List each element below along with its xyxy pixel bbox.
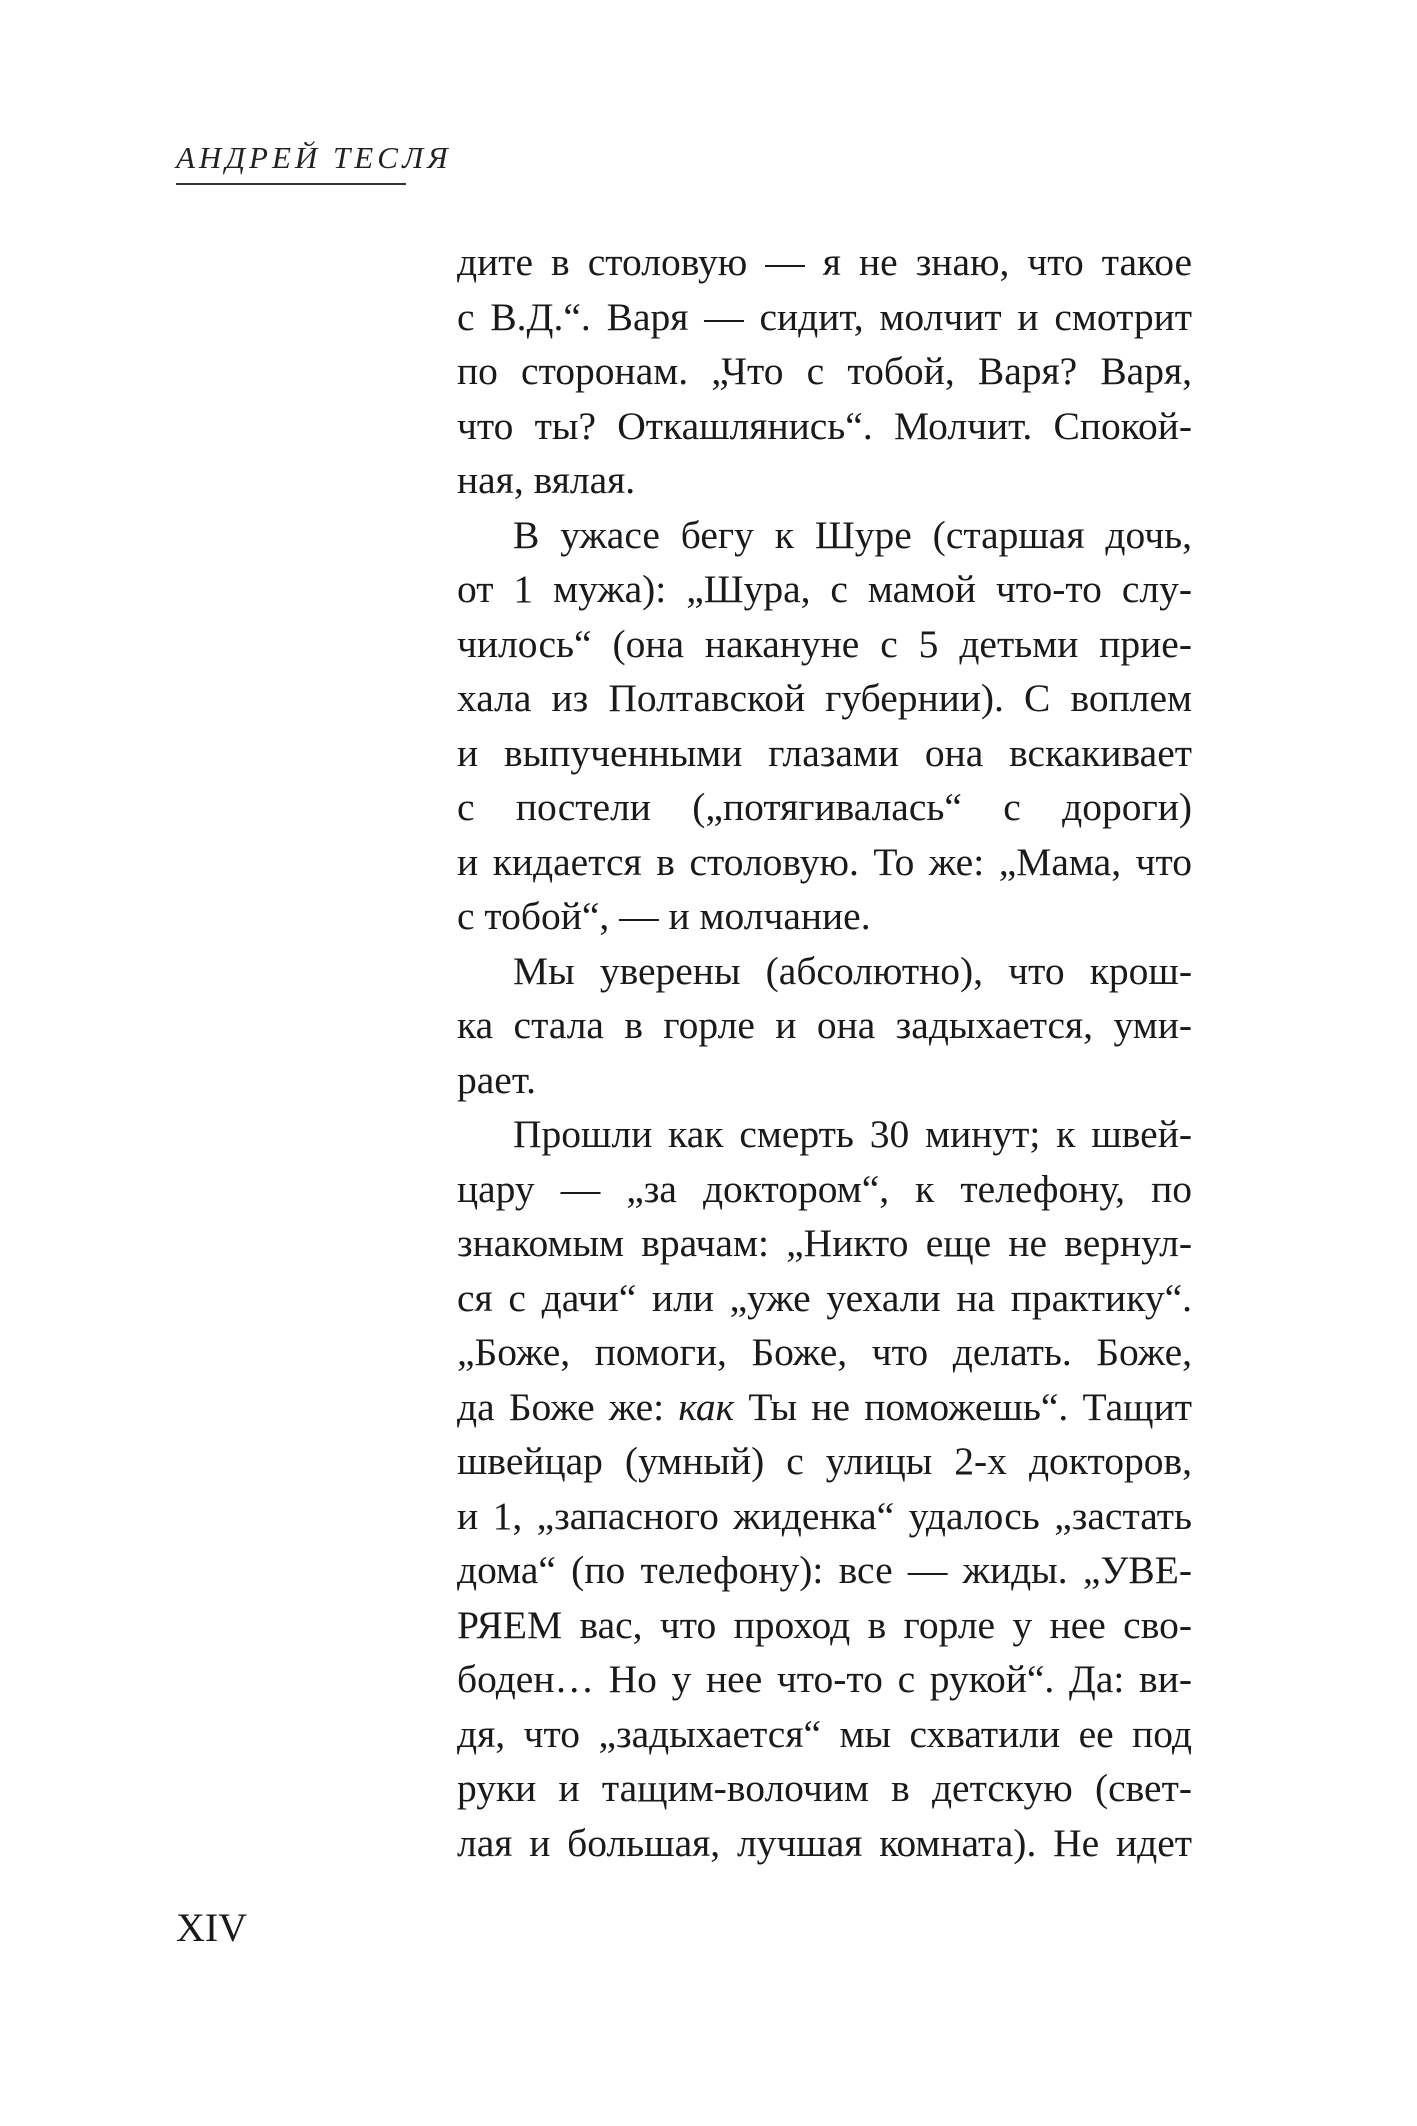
text-line: что ты? Откашлянись“. Молчит. Спокой- — [457, 403, 1192, 448]
text-line: и 1, „запасного жиденка“ удалось „застать — [457, 1493, 1192, 1538]
page-number: XIV — [176, 1905, 248, 1950]
text-line: чилось“ (она накануне с 5 детьми прие- — [457, 621, 1192, 666]
text-line: хала из Полтавской губернии). С воплем — [457, 676, 1192, 720]
text-line: и кидается в столовую. То же: „Мама, что — [457, 839, 1192, 884]
text-line: рает. — [457, 1057, 536, 1102]
running-head-rule — [176, 183, 406, 185]
text-line: от 1 мужа): „Шура, с мамой что-то слу- — [457, 567, 1192, 611]
text-line: Мы уверены (абсолютно), что крош- — [513, 948, 1192, 993]
text-line: Прошли как смерть 30 минут; к швей- — [513, 1112, 1192, 1156]
text-line: лая и большая, лучшая комната). Не идет — [457, 1820, 1192, 1865]
text-line: ка стала в горле и она задыхается, уми- — [457, 1003, 1192, 1047]
emphasis: как — [678, 1384, 735, 1429]
text-line: и выпученными глазами она вскакивает — [457, 730, 1192, 775]
text-line: ся с дачи“ или „уже уехали на практику“. — [457, 1275, 1192, 1320]
text-line: РЯЕМ вас, что проход в горле у нее сво- — [457, 1602, 1192, 1647]
text-line: боден… Но у нее что-то с рукой“. Да: ви- — [457, 1657, 1192, 1701]
text-line: с тобой“, — и молчание. — [457, 894, 871, 938]
text-line: с В.Д.“. Варя — сидит, молчит и смотрит — [457, 294, 1192, 339]
text-line: с постели („потягивалась“ с дороги) — [457, 785, 1192, 829]
text-line: дите в столовую — я не знаю, что такое — [457, 240, 1192, 284]
body-text — [457, 235, 1192, 1870]
running-head: АНДРЕЙ ТЕСЛЯ — [176, 140, 452, 175]
text-line: по сторонам. „Что с тобой, Варя? Варя, — [457, 349, 1192, 393]
text-line: знакомым врачам: „Никто еще не вернул- — [457, 1221, 1192, 1265]
text-line: В ужасе бегу к Шуре (старшая дочь, — [513, 512, 1192, 557]
text-line: ная, вялая. — [457, 458, 636, 502]
text-line: руки и тащим-волочим в детскую (свет- — [457, 1766, 1192, 1810]
text-line: цару — „за доктором“, к телефону, по — [457, 1166, 1192, 1211]
text-line: дома“ (по телефону): все — жиды. „УВЕ- — [457, 1548, 1192, 1592]
text-line: швейцар (умный) с улицы 2-х докторов, — [457, 1439, 1192, 1483]
text-line: дя, что „задыхается“ мы схватили ее под — [457, 1711, 1192, 1756]
text-line: „Боже, помоги, Боже, что делать. Боже, — [457, 1330, 1192, 1374]
text-line: да Боже же: как Ты не поможешь“. Тащит — [457, 1384, 1192, 1429]
